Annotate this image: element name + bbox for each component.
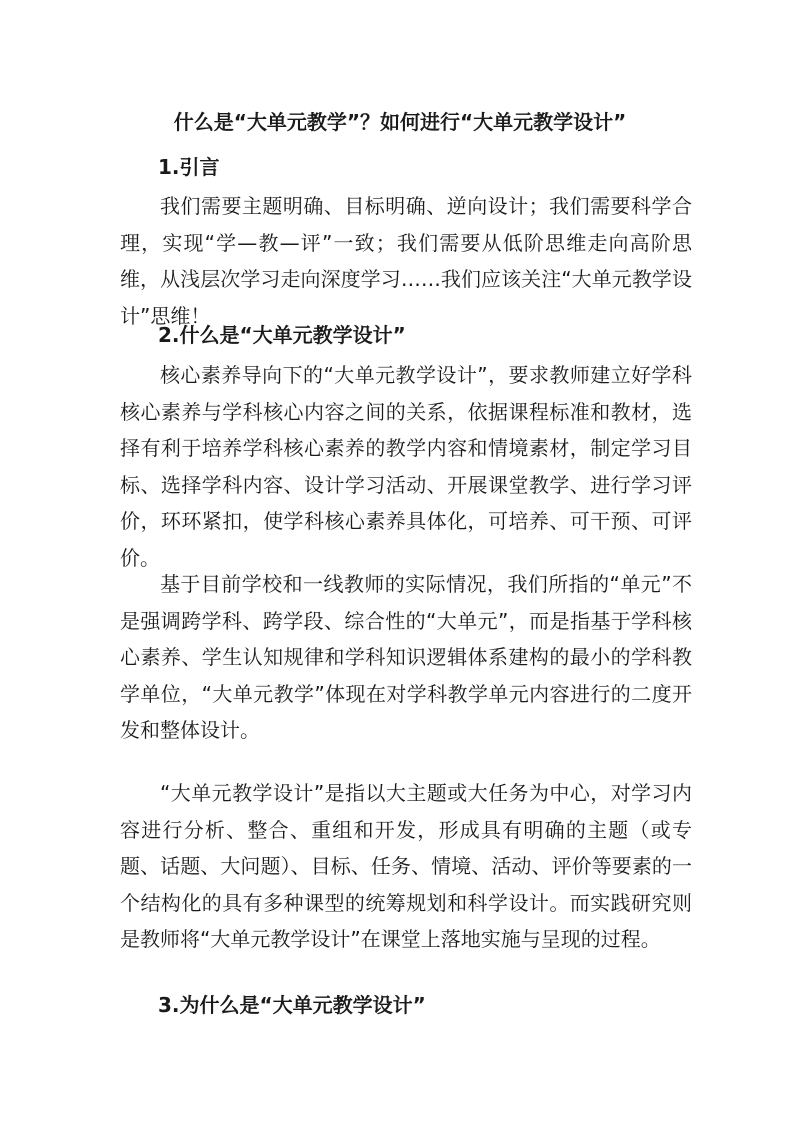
section-heading-introduction: 1.引言 xyxy=(158,155,220,179)
paragraph: 我们需要主题明确、目标明确、逆向设计；我们需要科学合理，实现“学—教—评”一致；我们需要从低阶思维走向高阶思维，从浅层次学习走向深度学习……我们应该关注“大单元教学设计”思维！ xyxy=(120,194,692,328)
document-title: 什么是“大单元教学”？如何进行“大单元教学设计” xyxy=(173,110,627,134)
section-heading-what-is: 2.什么是“大单元教学设计” xyxy=(158,323,406,347)
paragraph: “大单元教学设计”是指以大主题或大任务为中心，对学习内容进行分析、整合、重组和开发，形成具有明确的主题（或专题、话题、大问题）、目标、任务、情境、活动、评价等要素的一个结构化的具有多种课型的统筹规划和科学设计。而实践研究则是教师将“大单元教学设计”在课堂上落地实施与呈现的过程。 xyxy=(120,781,692,951)
section-heading-why: 3.为什么是“大单元教学设计” xyxy=(158,993,426,1017)
paragraph: 基于目前学校和一线教师的实际情况，我们所指的“单元”不是强调跨学科、跨学段、综合性的“大单元”，而是指基于学科核心素养、学生认知规律和学科知识逻辑体系建构的最小的学科教学单位，“大单元教学”体现在对学科教学单元内容进行的二度开发和整体设计。 xyxy=(120,572,692,742)
paragraph: 核心素养导向下的“大单元教学设计”，要求教师建立好学科核心素养与学科核心内容之间的关系，依据课程标准和教材，选择有利于培养学科核心素养的教学内容和情境素材，制定学习目标、选择学科内容、设计学习活动、开展课堂教学、进行学习评价，环环紧扣，使学科核心素养具体化，可培养、可干预、可评价。 xyxy=(120,363,692,570)
